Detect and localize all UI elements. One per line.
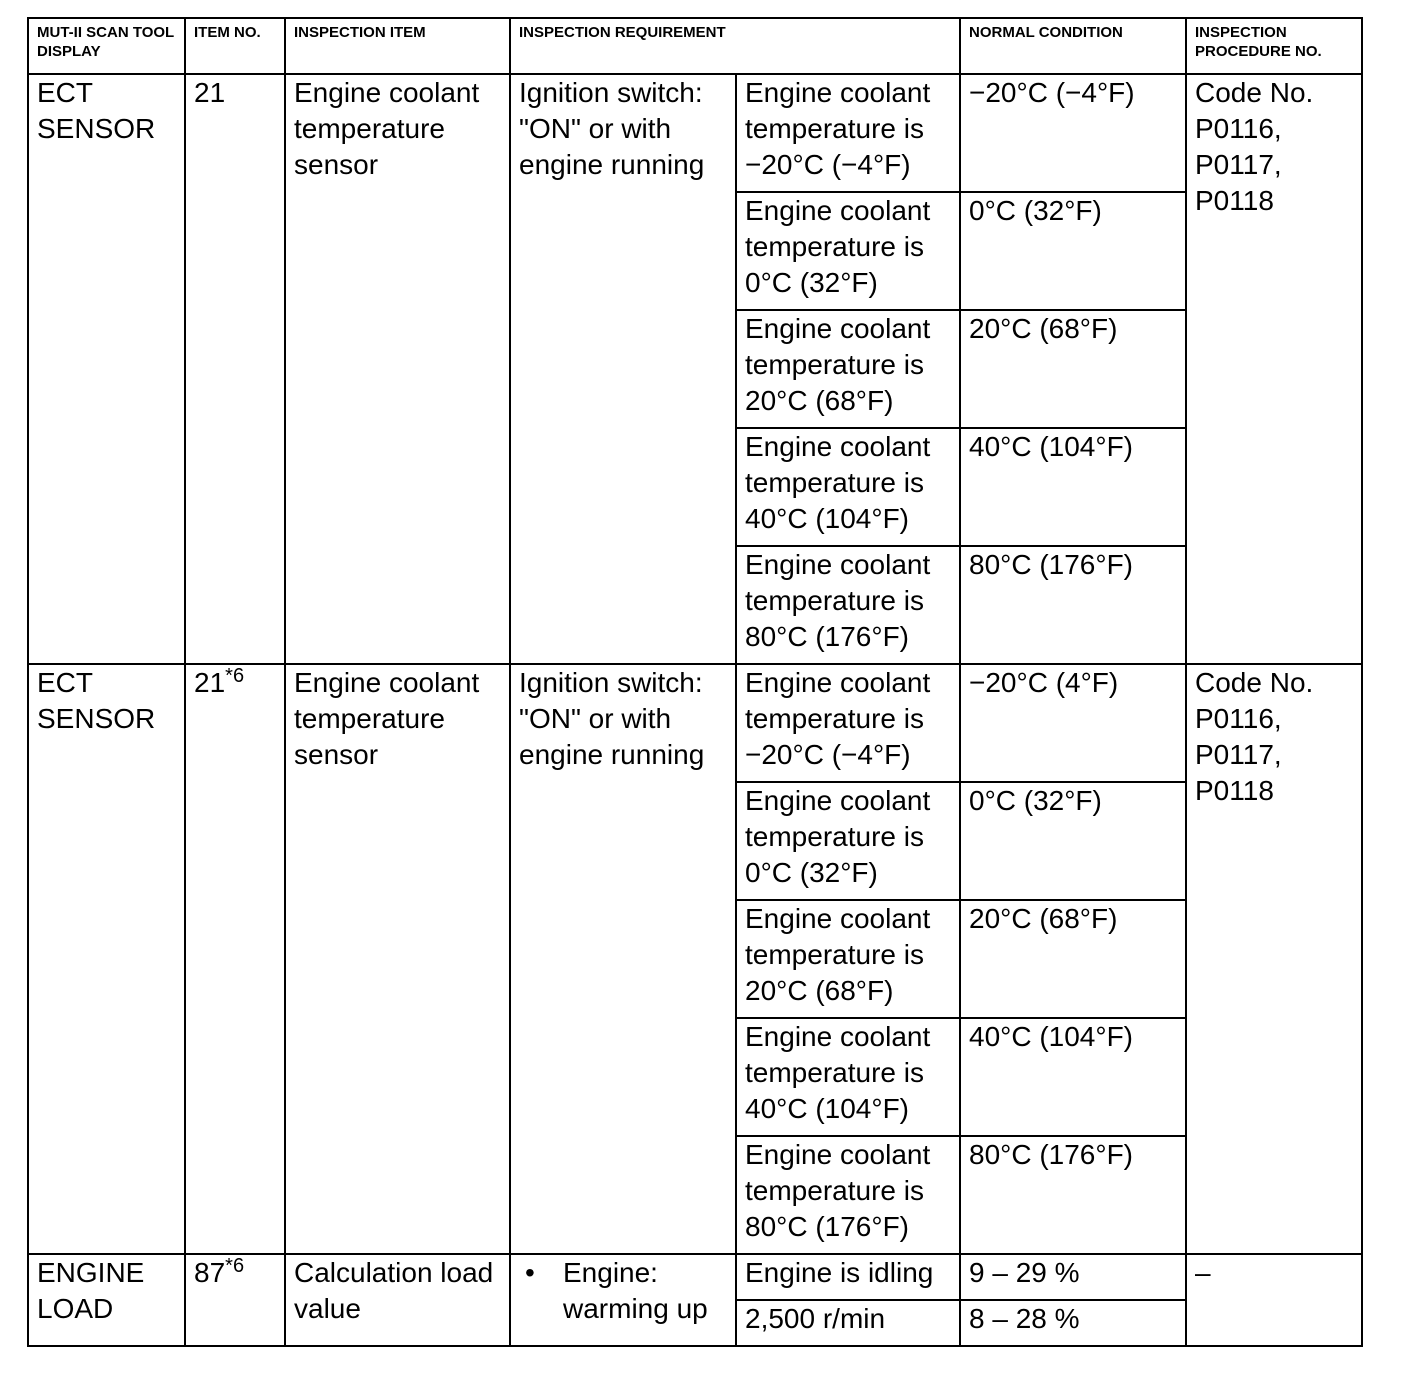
footnote-marker: *6 — [225, 665, 245, 687]
condition-cell: Engine coolant temperature is 80°C (176°F) — [736, 546, 960, 664]
header-item: INSPECTION ITEM — [285, 18, 510, 74]
header-normal: NORMAL CONDITION — [960, 18, 1186, 74]
condition-cell: Engine coolant temperature is 80°C (176°F) — [736, 1136, 960, 1254]
normal-cell: −20°C (4°F) — [960, 664, 1186, 782]
table-row — [28, 664, 1362, 782]
item-no-cell: 21 — [185, 74, 285, 664]
condition-cell: Engine is idling — [736, 1254, 960, 1300]
item-cell: Engine coolant temperature sensor — [285, 74, 510, 664]
condition-cell: Engine coolant temperature is 40°C (104°F) — [736, 1018, 960, 1136]
normal-cell: 80°C (176°F) — [960, 546, 1186, 664]
item-cell: Calculation load value — [285, 1254, 510, 1346]
normal-cell: 40°C (104°F) — [960, 428, 1186, 546]
condition-cell: Engine coolant temperature is 0°C (32°F) — [736, 192, 960, 310]
condition-cell: Engine coolant temperature is −20°C (−4°F) — [736, 74, 960, 192]
requirement-cell: Ignition switch: "ON" or with engine running — [510, 664, 736, 1254]
normal-cell: 20°C (68°F) — [960, 900, 1186, 1018]
requirement-cell: Ignition switch: "ON" or with engine running — [510, 74, 736, 664]
header-display: MUT-II SCAN TOOL DISPLAY — [28, 18, 185, 74]
normal-cell: 40°C (104°F) — [960, 1018, 1186, 1136]
display-cell: ECT SENSOR — [28, 74, 185, 664]
display-cell: ENGINE LOAD — [28, 1254, 185, 1346]
normal-cell: 20°C (68°F) — [960, 310, 1186, 428]
display-cell: ECT SENSOR — [28, 664, 185, 1254]
header-requirement: INSPECTION REQUIREMENT — [510, 18, 960, 74]
requirement-cell: • Engine: warming up — [510, 1254, 736, 1346]
header-row — [28, 18, 1362, 74]
normal-cell: 8 – 28 % — [960, 1300, 1186, 1346]
procedure-cell: Code No. P0116, P0117, P0118 — [1186, 74, 1362, 664]
condition-cell: 2,500 r/min — [736, 1300, 960, 1346]
procedure-cell: Code No. P0116, P0117, P0118 — [1186, 664, 1362, 1254]
condition-cell: Engine coolant temperature is 0°C (32°F) — [736, 782, 960, 900]
normal-cell: 0°C (32°F) — [960, 192, 1186, 310]
condition-cell: Engine coolant temperature is 20°C (68°F) — [736, 310, 960, 428]
condition-cell: Engine coolant temperature is 40°C (104°F) — [736, 428, 960, 546]
table-row — [28, 1254, 1362, 1300]
normal-cell: 0°C (32°F) — [960, 782, 1186, 900]
condition-cell: Engine coolant temperature is 20°C (68°F) — [736, 900, 960, 1018]
inspection-table — [27, 17, 1363, 1347]
footnote-marker: *6 — [225, 1255, 245, 1277]
header-item-no: ITEM NO. — [185, 18, 285, 74]
normal-cell: 80°C (176°F) — [960, 1136, 1186, 1254]
item-no-cell: 21$^{*6}$ — [185, 664, 285, 1254]
item-cell: Engine coolant temperature sensor — [285, 664, 510, 1254]
normal-cell: 9 – 29 % — [960, 1254, 1186, 1300]
normal-cell: −20°C (−4°F) — [960, 74, 1186, 192]
item-no-cell: 87$^{*6}$ — [185, 1254, 285, 1346]
condition-cell: Engine coolant temperature is −20°C (−4°F) — [736, 664, 960, 782]
procedure-cell: – — [1186, 1254, 1362, 1346]
header-procedure: INSPECTION PROCEDURE NO. — [1186, 18, 1362, 74]
bullet-icon: • — [525, 1257, 535, 1288]
table-row — [28, 74, 1362, 192]
